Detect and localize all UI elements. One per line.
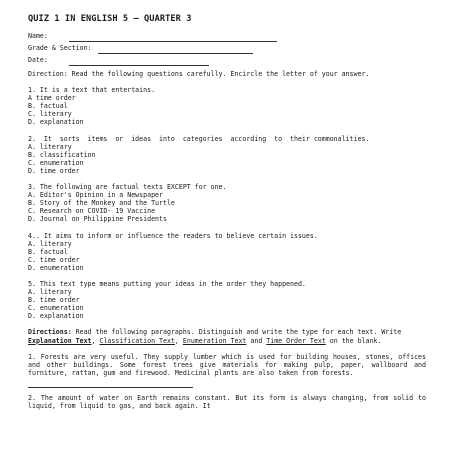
question-2 <box>28 135 426 175</box>
direction-2 <box>28 328 426 344</box>
option[interactable]: D. Journal on Philippine Presidents <box>28 215 167 224</box>
type-classification: Classification Text <box>99 336 175 345</box>
separator: and <box>246 336 267 345</box>
question-stem: 3. The following are factual texts EXCEPT for one. <box>28 183 227 192</box>
option[interactable]: C. Research on COVID- 19 Vaccine <box>28 207 156 216</box>
option[interactable]: C. time order <box>28 255 80 264</box>
option[interactable]: A. literary <box>28 239 72 248</box>
separator: , <box>91 336 100 345</box>
type-time-order: Time Order Text <box>266 336 326 345</box>
direction-text: on the blank. <box>325 336 382 345</box>
question-stem: 4.. It aims to inform or influence the readers to believe certain issues. <box>28 231 318 240</box>
question-1 <box>28 86 426 126</box>
grade-section-field[interactable] <box>28 42 426 54</box>
option[interactable]: B. Story of the Monkey and the Turtle <box>28 199 175 208</box>
question-stem: 2. It sorts items or ideas into categories according to their commonalities. <box>28 134 370 143</box>
option[interactable]: D. enumeration <box>28 263 84 272</box>
option[interactable]: A. literary <box>28 142 72 151</box>
option[interactable]: B. classification <box>28 150 96 159</box>
option[interactable]: D. explanation <box>28 118 84 127</box>
paragraph-1: 1. Forests are very useful. They supply lumber which is used for building houses, stones, offices and other buildings. Some forest trees give materials for making pulp, paper, wallboard and furniture, rattan, gum and firewood. Medicinal plants are also taken from forests. <box>28 352 430 377</box>
option[interactable]: C. enumeration <box>28 158 84 167</box>
question-3 <box>28 183 426 223</box>
question-stem: 5. This text type means putting your ideas in the order they happened. <box>28 279 306 288</box>
type-enumeration: Enumeration Text <box>182 336 247 345</box>
name-label: Name: <box>28 32 48 40</box>
question-4 <box>28 232 426 272</box>
name-field[interactable] <box>28 30 426 42</box>
type-explanation: Explanation Text <box>28 336 92 345</box>
grade-section-blank[interactable] <box>98 46 253 54</box>
question-5 <box>28 280 426 320</box>
answer-blank-1[interactable] <box>28 381 193 388</box>
directions-label: Directions: <box>28 328 72 337</box>
date-blank[interactable] <box>69 58 209 66</box>
option[interactable]: A time order <box>28 94 76 103</box>
option[interactable]: A. literary <box>28 288 72 297</box>
option[interactable]: D. time order <box>28 166 80 175</box>
direction-text: Read the following paragraphs. Distinguish and write the type for each text. Write <box>71 328 406 337</box>
option[interactable]: B. factual <box>28 247 68 256</box>
question-stem: 1. It is a text that entertains. <box>28 86 156 95</box>
quiz-title: QUIZ 1 IN ENGLISH 5 – QUARTER 3 <box>28 14 192 24</box>
separator: , <box>174 336 183 345</box>
grade-section-label: Grade & Section: <box>28 44 92 52</box>
quiz-page <box>28 14 430 410</box>
date-field[interactable] <box>28 54 426 66</box>
option[interactable]: A. Editor's Opinion in a Newspaper <box>28 191 163 200</box>
option[interactable]: C. enumeration <box>28 304 84 313</box>
date-label: Date: <box>28 56 48 64</box>
direction-1: Direction: Read the following questions carefully. Encircle the letter of your answer. <box>28 70 370 78</box>
option[interactable]: C. literary <box>28 110 72 119</box>
option[interactable]: B. time order <box>28 296 80 305</box>
option[interactable]: D. explanation <box>28 312 84 321</box>
option[interactable]: B. factual <box>28 102 68 111</box>
name-blank[interactable] <box>69 34 277 42</box>
paragraph-2: 2. The amount of water on Earth remains constant. But its form is always changing, from solid to liquid, from liquid to gas, and back again. It <box>28 393 430 410</box>
